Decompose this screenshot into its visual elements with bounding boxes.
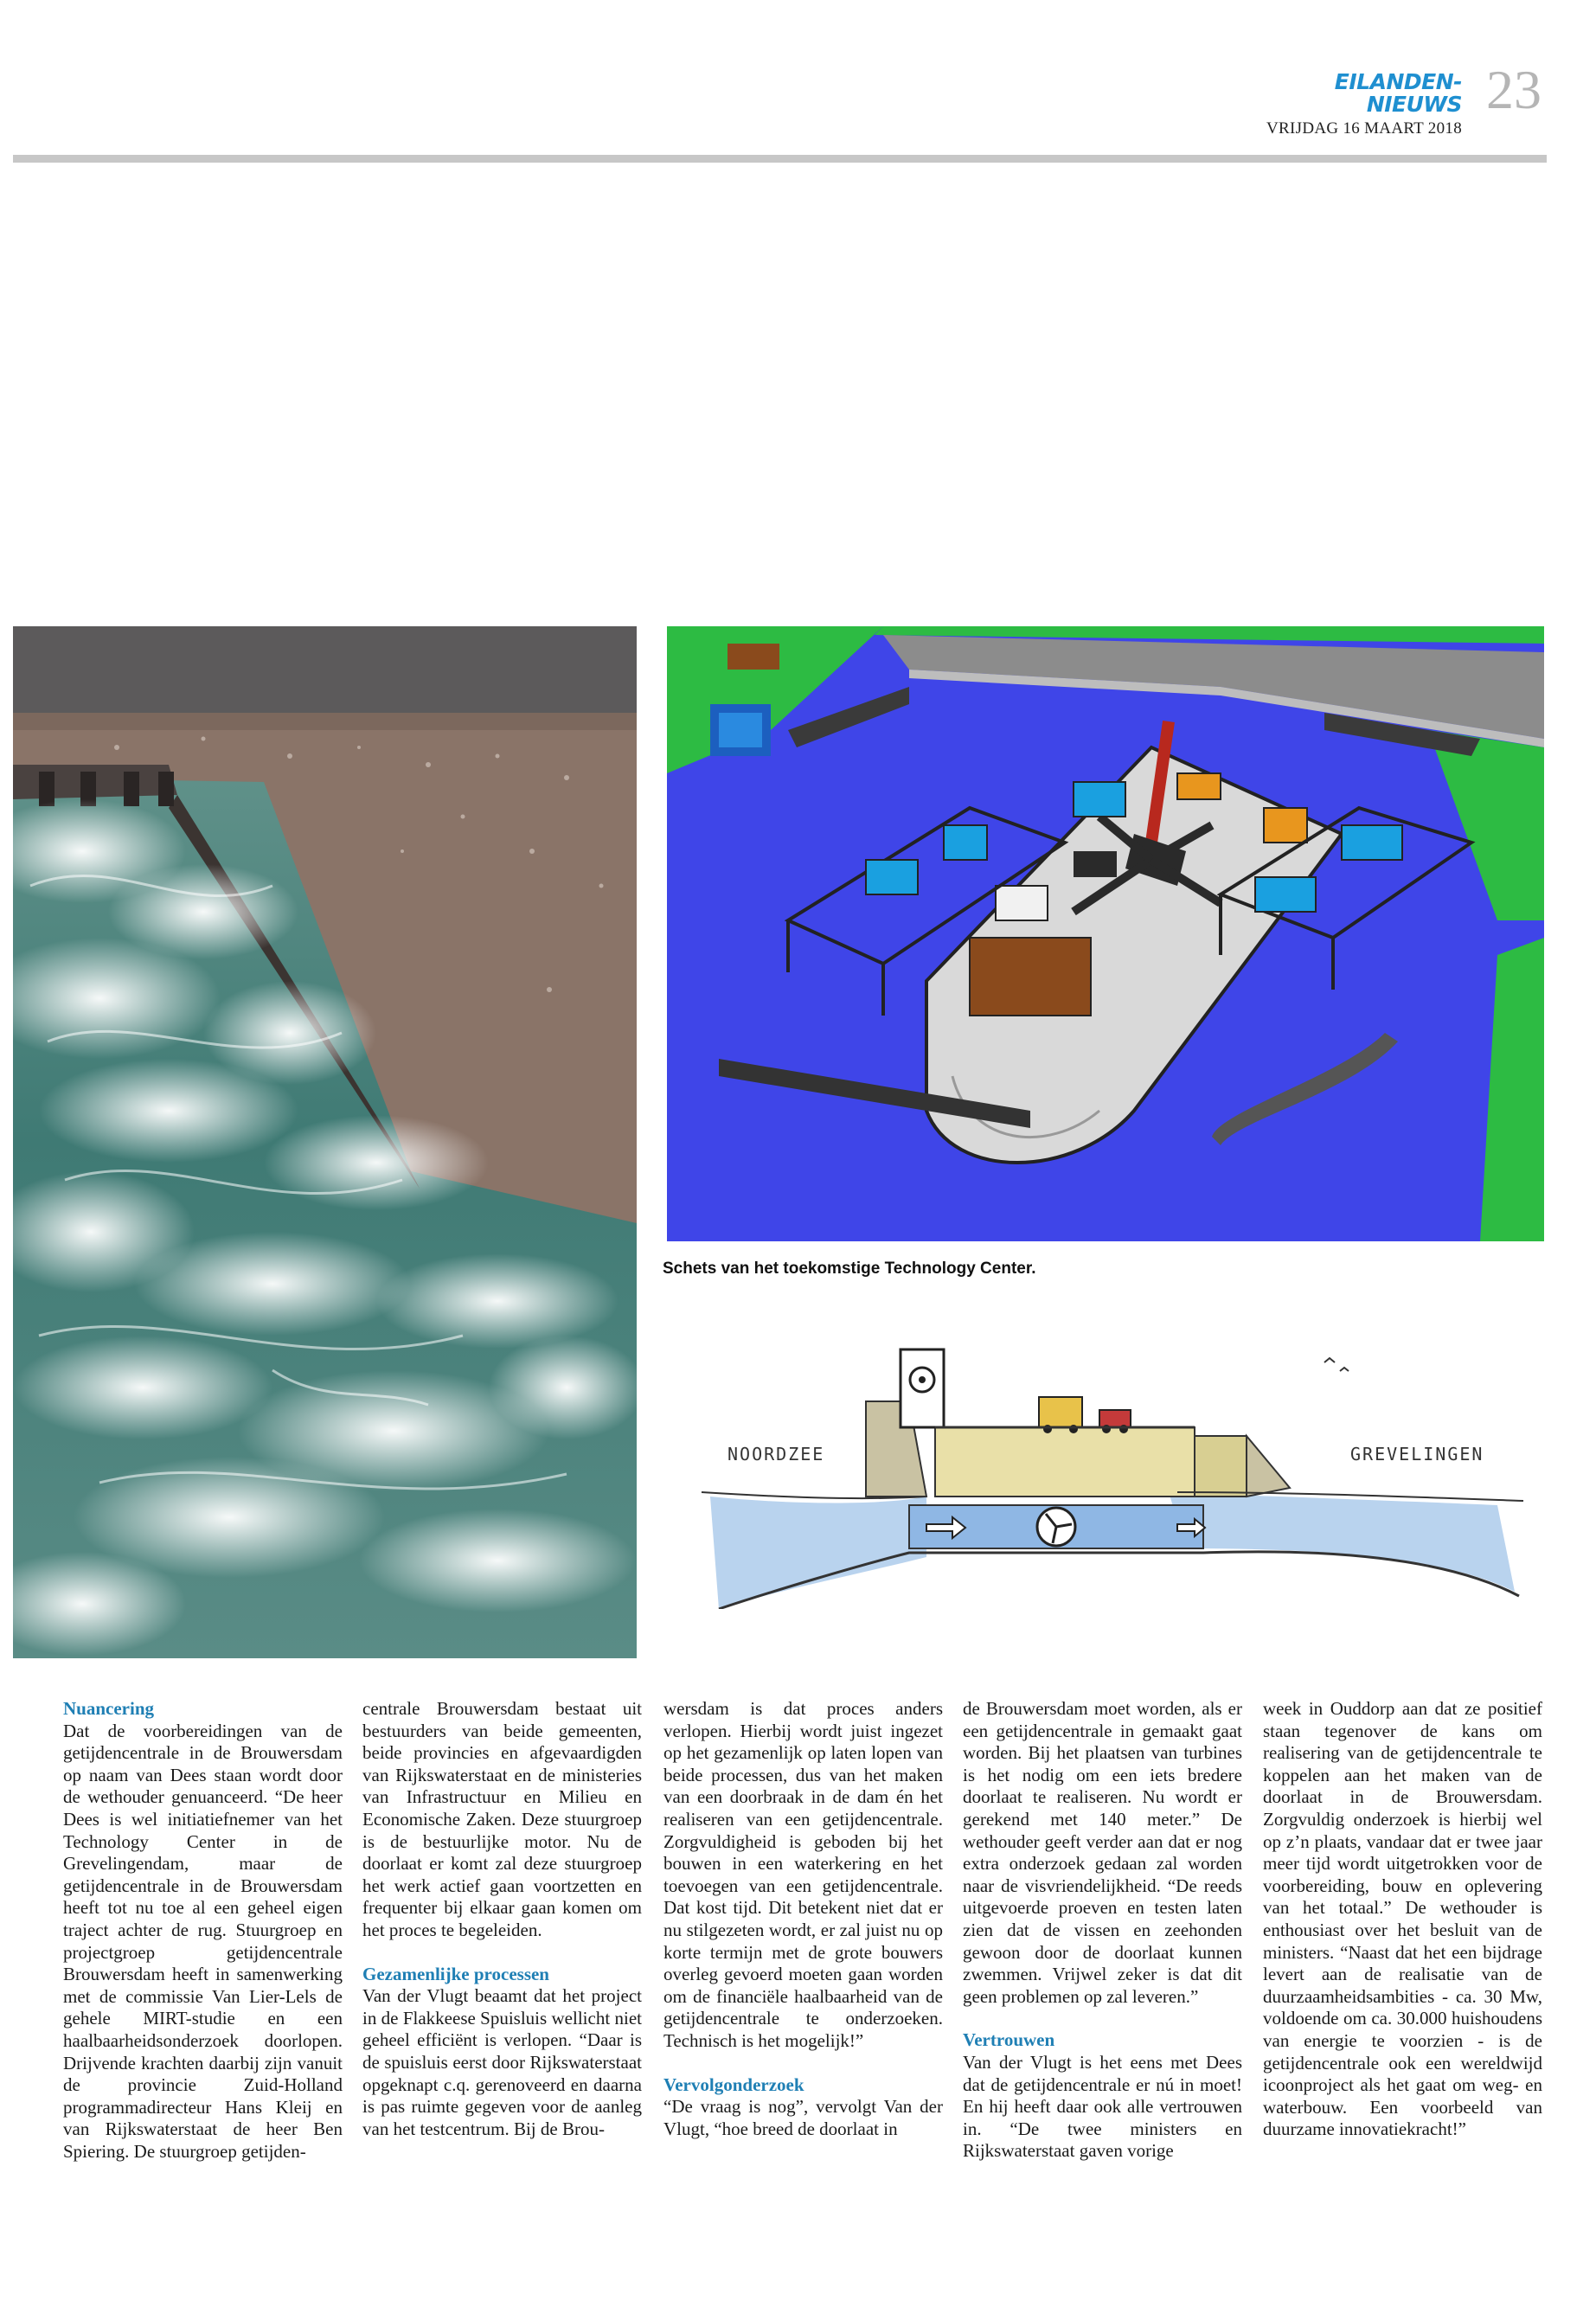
paragraph: “De vraag is nog”, vervolgt Van der Vlugt, “hoe breed de doorlaat in xyxy=(663,2096,943,2139)
technology-center-render xyxy=(667,626,1544,1241)
article-column-2 xyxy=(362,1698,642,2140)
header-divider xyxy=(13,155,1547,163)
noordzee-label: NOORDZEE xyxy=(727,1444,825,1465)
paragraph: de Brouwersdam moet worden, als er een getijdencentrale in gemaakt gaat worden. Bij het plaatsen van turbines is het nodig om een iets bredere doorlaat te realiseren. Nu wordt er gerekend met 140 meter.” De wethouder geeft verder aan dat er nog extra onderzoek gedaan zal worden naar de visvriendelijkheid. “De reeds uitgevoerde proeven en testen laten zien dat de vissen en zeehonden gewoon door de doorlaat kunnen zwemmen. Vrijwel zeker is dat dit geen problemen op zal leveren.” xyxy=(963,1698,1242,2007)
tidal-station-sketch xyxy=(667,1332,1544,1609)
article-column-5 xyxy=(1263,1698,1542,2141)
paragraph: centrale Brouwersdam bestaat uit bestuurders van beide gemeenten, beide provincies en afgevaardigden van Rijkswaterstaat en de ministeries van Infrastructuur en Milieu en Economische Zaken. Deze stuurgroep is de bestuurlijke motor. Nu de doorlaat er komt zal deze stuurgroep het werk actief gaan voortzetten en frequenter bij elkaar gaan komen om het proces te begeleiden. xyxy=(362,1698,642,1940)
paragraph: Van der Vlugt beaamt dat het project in de Flakkeese Spuisluis wellicht niet geheel efficiënt is verlopen. “Daar is de spuisluis eerst door Rijkswaterstaat opgeknapt c.q. gerenoveerd en daarna is pas ruimte gegeven voor de aanleg van het testcentrum. Bij de Brou- xyxy=(362,1985,642,2139)
issue-date: VRIJDAG 16 MAART 2018 xyxy=(1266,119,1462,138)
heading-gezamenlijke-processen: Gezamenlijke processen xyxy=(362,1963,549,1984)
newspaper-name: EILANDEN-NIEUWS xyxy=(1334,69,1462,117)
heading-nuancering: Nuancering xyxy=(63,1698,154,1719)
paragraph: Dat de voorbereidingen van de getijdencentrale in de Brouwersdam op naam van Dees staan wordt door de wethouder genuanceerd. “De heer Dees is wel initiatiefnemer van het Technology Center in de Grevelingendam, maar de getijdencentrale in de Brouwersdam heeft tot nu toe al een geheel eigen traject achter de rug. Stuurgroep en projectgroep getijdencentrale Brouwersdam heeft in samenwerking met de commissie Van Lier-Lels de gehele MIRT-studie en een haalbaarheidsonderzoek doorlopen. Drijvende krachten daarbij zijn vanuit de provincie Zuid-Holland programmadirecteur Hans Kleij en van Rijkswaterstaat de heer Ben Spiering. De stuurgroep getijden- xyxy=(63,1720,343,2162)
masthead xyxy=(1263,71,1462,138)
page-number: 23 xyxy=(1486,59,1542,120)
paragraph: Van der Vlugt is het eens met Dees dat de getijdencentrale er nú in moet! En hij heeft daar ook alle vertrouwen in. “De twee ministers en Rijkswaterstaat gaven vorige xyxy=(963,2051,1242,2162)
sluice-water-photo xyxy=(13,626,637,1658)
grevelingen-label: GREVELINGEN xyxy=(1350,1444,1484,1465)
heading-vervolgonderzoek: Vervolgonderzoek xyxy=(663,2073,804,2095)
article-column-3 xyxy=(663,1698,943,2140)
article-column-4 xyxy=(963,1698,1242,2163)
paragraph: wersdam is dat proces anders verlopen. Hierbij wordt juist ingezet op het gezamenlijk op laten lopen van beide processen, dus van het maken van een doorbraak in de dam én het realiseren van een getijdencentrale. Zorgvuldigheid is geboden bij het bouwen in een waterkering en het toevoegen van een getijdencentrale. Dat kost tijd. Dit betekent niet dat er nu stilgezeten wordt, er zal juist nu op korte termijn met de grote bouwers overleg gevoerd moeten gaan worden om de financiële haalbaarheid van de getijdencentrale te onderzoeken. Technisch is het mogelijk!” xyxy=(663,1698,943,2051)
paragraph: week in Ouddorp aan dat ze positief staan tegenover de kans om realisering van de getijdencentrale te koppelen aan het maken van de doorlaat in de Brouwersdam. Zorgvuldig onderzoek is hierbij wel op z’n plaats, vandaar dat er twee jaar meer tijd wordt uitgetrokken voor de voorbereiding, bouw en oplevering van het totaal.” De wethouder is enthousiast over het besluit van de ministers. “Naast dat het een bijdrage levert aan de realisatie van de duurzaamheidsambities - ca. 30 Mw, voldoende om ca. 30.000 huishoudens van energie te voorzien - is de getijdencentrale ook een wereldwijd icoonproject als het gaat om weg- en waterbouw. Een voorbeeld van duurzame innovatiekracht!” xyxy=(1263,1698,1542,2140)
article-column-1 xyxy=(63,1698,343,2163)
image-caption: Schets van het toekomstige Technology Center. xyxy=(663,1259,1036,1278)
heading-vertrouwen: Vertrouwen xyxy=(963,2029,1055,2051)
